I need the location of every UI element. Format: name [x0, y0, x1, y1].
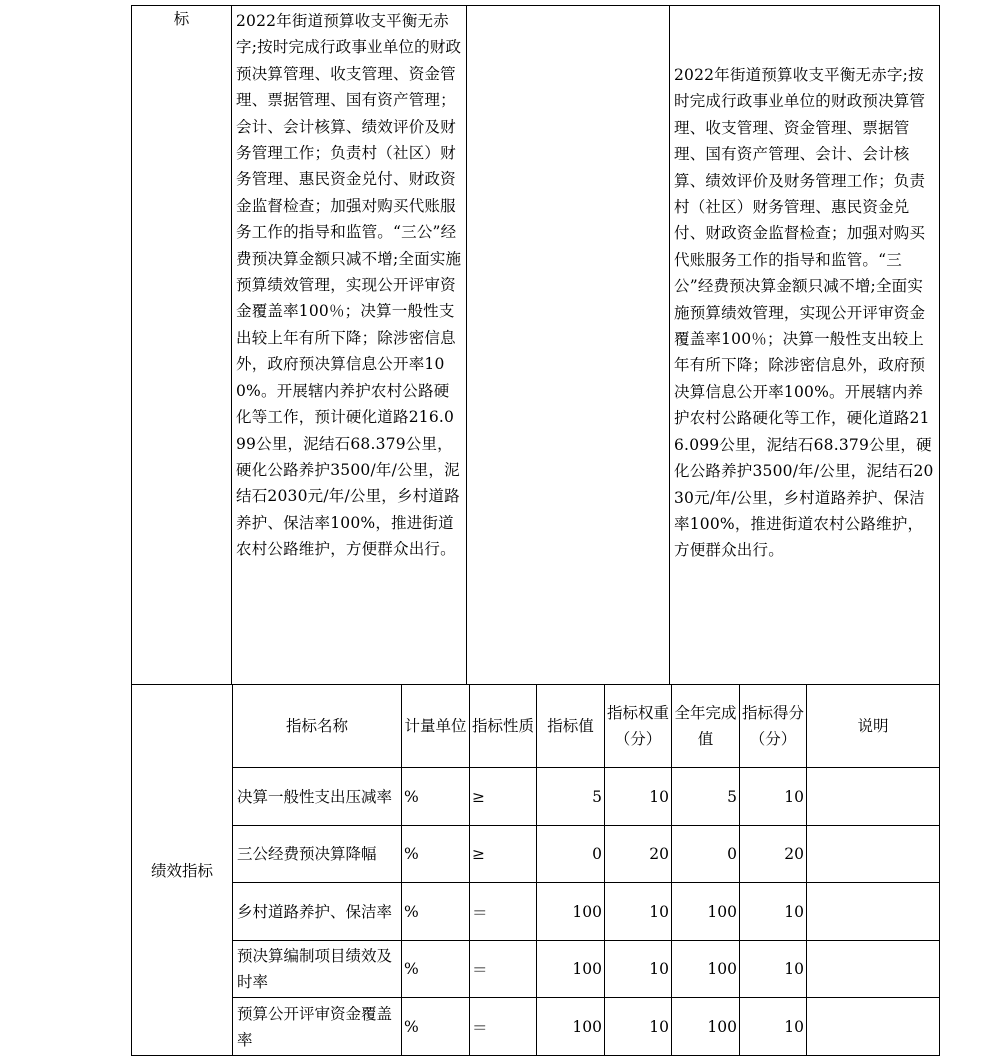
- performance-header-row: [132, 685, 940, 768]
- indicator-value: 100: [537, 941, 605, 998]
- indicator-value: 5: [537, 768, 605, 826]
- header-nature: 指标性质: [470, 685, 537, 768]
- indicator-score: 10: [740, 768, 807, 826]
- goal-label-cell: [132, 6, 232, 685]
- indicator-row: [132, 998, 940, 1056]
- indicator-unit: %: [402, 941, 470, 998]
- indicator-name: 预决算编制项目绩效及时率: [233, 941, 402, 998]
- goal-table: [131, 5, 940, 685]
- goal-label: 标: [173, 10, 190, 28]
- empty-cell: [467, 6, 670, 685]
- performance-section-label: [132, 685, 233, 1056]
- indicator-name: 决算一般性支出压减率: [233, 768, 402, 826]
- indicator-name: 预算公开评审资金覆盖率: [233, 998, 402, 1056]
- header-score: 指标得分（分）: [740, 685, 807, 768]
- indicator-name: 乡村道路养护、保洁率: [233, 883, 402, 941]
- indicator-unit: %: [402, 826, 470, 883]
- indicator-unit: %: [402, 768, 470, 826]
- indicator-score: 10: [740, 941, 807, 998]
- indicator-note: [807, 768, 940, 826]
- indicator-weight: 10: [605, 998, 672, 1056]
- indicator-actual: 100: [672, 883, 740, 941]
- indicator-nature: ＝: [470, 998, 537, 1056]
- indicator-note: [807, 998, 940, 1056]
- indicator-weight: 10: [605, 883, 672, 941]
- indicator-nature: ＝: [470, 883, 537, 941]
- indicator-score: 20: [740, 826, 807, 883]
- performance-section-label-text: 绩效指标: [150, 862, 213, 880]
- goal-row: [132, 6, 940, 685]
- indicator-note: [807, 941, 940, 998]
- target-text: 2022年街道预算收支平衡无赤字;按时完成行政事业单位的财政预决算管理、收支管理、资金管理、票据管理、国有资产管理；会计、会计核算、绩效评价及财务管理工作；负责村（社区）财务管理、惠民资金兑付、财政资金监督检查；加强对购买代账服务工作的指导和监管。“三公”经费预决算金额只减不增;全面实施预算绩效管理，实现公开评审资金覆盖率100％；决算一般性支出较上年有所下降；除涉密信息外，政府预决算信息公开率100%。开展辖内养护农村公路硬化等工作，预计硬化道路216.099公里，泥结石68.379公里，硬化公路养护3500/年/公里，泥结石2030元/年/公里，乡村道路养护、保洁率100%，推进街道农村公路维护，方便群众出行。: [236, 12, 462, 559]
- target-text-cell: [232, 6, 467, 685]
- performance-table: [131, 684, 940, 1056]
- header-unit: 计量单位: [402, 685, 470, 768]
- indicator-value: 100: [537, 883, 605, 941]
- indicator-score: 10: [740, 998, 807, 1056]
- actual-text: 2022年街道预算收支平衡无赤字;按时完成行政事业单位的财政预决算管理、收支管理、资金管理、票据管理、国有资产管理、会计、会计核算、绩效评价及财务管理工作；负责村（社区）财务管理、惠民资金兑付、财政资金监督检查；加强对购买代账服务工作的指导和监管。“三公”经费预决算金额只减不增;全面实施预算绩效管理，实现公开评审资金覆盖率100％；决算一般性支出较上年有所下降；除涉密信息外，政府预决算信息公开率100%。开展辖内养护农村公路硬化等工作，硬化道路216.099公里，泥结石68.379公里，硬化公路养护3500/年/公里，泥结石2030元/年/公里，乡村道路养护、保洁率100%，推进街道农村公路维护，方便群众出行。: [674, 66, 934, 560]
- header-value: 指标值: [537, 685, 605, 768]
- indicator-note: [807, 826, 940, 883]
- indicator-actual: 0: [672, 826, 740, 883]
- indicator-unit: %: [402, 883, 470, 941]
- indicator-row: [132, 768, 940, 826]
- indicator-weight: 10: [605, 941, 672, 998]
- indicator-value: 0: [537, 826, 605, 883]
- indicator-nature: ≥: [470, 826, 537, 883]
- header-name: 指标名称: [233, 685, 402, 768]
- indicator-nature: ≥: [470, 768, 537, 826]
- indicator-actual: 100: [672, 941, 740, 998]
- actual-text-cell: [670, 6, 940, 685]
- header-note: 说明: [807, 685, 940, 768]
- indicator-weight: 10: [605, 768, 672, 826]
- indicator-note: [807, 883, 940, 941]
- indicator-score: 10: [740, 883, 807, 941]
- indicator-weight: 20: [605, 826, 672, 883]
- header-weight: 指标权重（分）: [605, 685, 672, 768]
- indicator-nature: ＝: [470, 941, 537, 998]
- indicator-row: [132, 826, 940, 883]
- indicator-unit: %: [402, 998, 470, 1056]
- header-actual: 全年完成值: [672, 685, 740, 768]
- indicator-row: [132, 941, 940, 998]
- indicator-actual: 5: [672, 768, 740, 826]
- indicator-actual: 100: [672, 998, 740, 1056]
- indicator-row: [132, 883, 940, 941]
- indicator-name: 三公经费预决算降幅: [233, 826, 402, 883]
- indicator-value: 100: [537, 998, 605, 1056]
